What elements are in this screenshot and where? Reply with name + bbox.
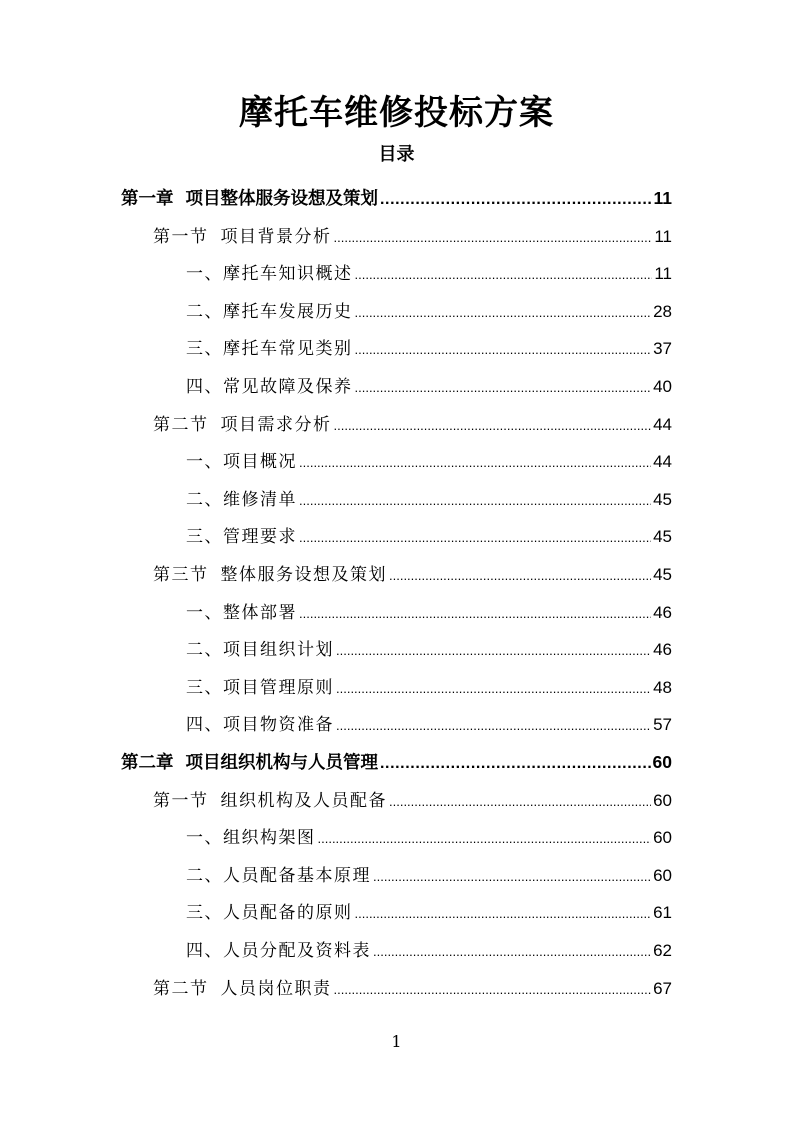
dot-leader <box>355 331 652 368</box>
toc-entry-label: 人员岗位职责 <box>220 978 332 999</box>
dot-leader <box>334 971 652 1008</box>
toc-entry-page: 61 <box>653 903 672 923</box>
toc-entry-section[interactable] <box>153 970 672 1007</box>
toc-entry-section[interactable] <box>153 782 672 819</box>
toc-entry-page: 11 <box>654 264 672 284</box>
toc-entry-page: 45 <box>653 489 672 509</box>
toc-entry-label: 二、人员配备基本原理 <box>186 865 371 886</box>
toc-entry-label: 三、人员配备的原则 <box>186 903 353 924</box>
toc-entry-label: 一、整体部署 <box>186 602 297 623</box>
toc-entry-subsection[interactable] <box>186 594 672 631</box>
dot-leader <box>380 181 652 218</box>
toc-entry-page: 46 <box>653 602 672 622</box>
dot-leader <box>336 707 651 744</box>
toc-entry-label: 二、项目组织计划 <box>186 640 334 661</box>
toc-entry-subsection[interactable] <box>186 669 672 706</box>
toc-entry-label: 整体服务设想及策划 <box>220 565 387 585</box>
toc-entry-page: 45 <box>653 565 672 584</box>
toc-entry-chapter[interactable] <box>121 744 672 781</box>
toc-entry-page: 44 <box>653 452 672 472</box>
toc-entry-label: 一、摩托车知识概述 <box>186 264 353 285</box>
toc-entry-page: 48 <box>653 677 672 697</box>
toc-entry-subsection[interactable] <box>186 706 672 743</box>
toc-entry-section[interactable] <box>153 556 672 593</box>
toc-entry-label: 三、项目管理原则 <box>186 677 334 698</box>
dot-leader <box>355 895 652 932</box>
dot-leader <box>389 557 651 594</box>
toc-entry-label: 项目背景分析 <box>220 226 332 247</box>
toc-entry-page: 57 <box>653 715 672 735</box>
dot-leader <box>334 219 653 256</box>
toc-entry-subsection[interactable] <box>186 819 672 856</box>
dot-leader <box>299 444 651 481</box>
toc-entry-subsection[interactable] <box>186 443 672 480</box>
toc-entry-page: 62 <box>653 941 672 960</box>
toc-entry-number: 第二节 <box>153 978 209 999</box>
toc-entry-page: 60 <box>653 790 672 810</box>
toc-entry-number: 第三节 <box>153 565 209 585</box>
toc-entry-label: 四、人员分配及资料表 <box>186 941 371 961</box>
toc-entry-subsection[interactable] <box>186 932 672 969</box>
toc-entry-chapter[interactable] <box>121 180 672 217</box>
toc-entry-label: 组织机构及人员配备 <box>220 790 387 811</box>
dot-leader <box>299 595 651 632</box>
toc-entry-page: 11 <box>653 188 672 208</box>
dot-leader <box>380 745 651 782</box>
toc-entry-page: 40 <box>653 377 672 396</box>
toc-entry-subsection[interactable] <box>186 368 672 405</box>
toc-entry-page: 37 <box>653 339 672 359</box>
toc-entry-label: 三、管理要求 <box>186 527 297 548</box>
toc-entry-label: 项目需求分析 <box>220 414 332 435</box>
toc-heading: 目录 <box>378 144 415 165</box>
toc-entry-number: 第二章 <box>121 753 174 773</box>
toc-entry-subsection[interactable] <box>186 894 672 931</box>
toc-entry-label: 二、维修清单 <box>186 489 297 510</box>
toc-entry-subsection[interactable] <box>186 481 672 518</box>
toc-entry-number: 第一章 <box>121 189 174 209</box>
dot-leader <box>318 820 652 857</box>
toc-entry-section[interactable] <box>153 406 672 443</box>
toc-entry-page: 45 <box>653 527 672 547</box>
toc-entry-subsection[interactable] <box>186 330 672 367</box>
dot-leader <box>299 482 651 519</box>
toc-entry-page: 60 <box>653 828 672 848</box>
toc-entry-number: 第二节 <box>153 414 209 435</box>
toc-entry-subsection[interactable] <box>186 293 672 330</box>
toc-entry-page: 28 <box>653 301 672 321</box>
toc-entry-page: 60 <box>652 752 672 772</box>
toc-entry-subsection[interactable] <box>186 857 672 894</box>
toc-entry-label: 项目整体服务设想及策划 <box>185 189 378 209</box>
toc-entry-label: 二、摩托车发展历史 <box>186 301 353 322</box>
toc-entry-section[interactable] <box>153 218 672 255</box>
dot-leader <box>355 256 653 293</box>
dot-leader <box>373 933 651 970</box>
toc-entry-label: 四、项目物资准备 <box>186 715 334 736</box>
toc-entry-label: 项目组织机构与人员管理 <box>185 753 378 773</box>
toc-entry-page: 44 <box>653 414 672 434</box>
toc-entry-label: 四、常见故障及保养 <box>186 377 353 397</box>
dot-leader <box>389 783 651 820</box>
dot-leader <box>373 858 651 895</box>
document-title: 摩托车维修投标方案 <box>239 93 554 133</box>
page-number: 1 <box>391 1032 402 1051</box>
toc-entry-page: 11 <box>654 226 672 246</box>
toc-entry-label: 一、组织构架图 <box>186 828 316 849</box>
toc-entry-subsection[interactable] <box>186 518 672 555</box>
dot-leader <box>299 519 651 556</box>
toc-entry-number: 第一节 <box>153 790 209 811</box>
toc-entry-page: 60 <box>653 865 672 885</box>
dot-leader <box>336 632 651 669</box>
dot-leader <box>334 407 652 444</box>
toc-entry-label: 一、项目概况 <box>186 452 297 473</box>
toc-entry-number: 第一节 <box>153 226 209 247</box>
dot-leader <box>336 670 651 707</box>
toc-entry-subsection[interactable] <box>186 631 672 668</box>
toc-entry-page: 46 <box>653 640 672 660</box>
toc-entry-subsection[interactable] <box>186 255 672 292</box>
toc-entry-label: 三、摩托车常见类别 <box>186 339 353 360</box>
dot-leader <box>355 294 652 331</box>
toc-entry-page: 67 <box>653 978 672 998</box>
dot-leader <box>355 369 652 406</box>
